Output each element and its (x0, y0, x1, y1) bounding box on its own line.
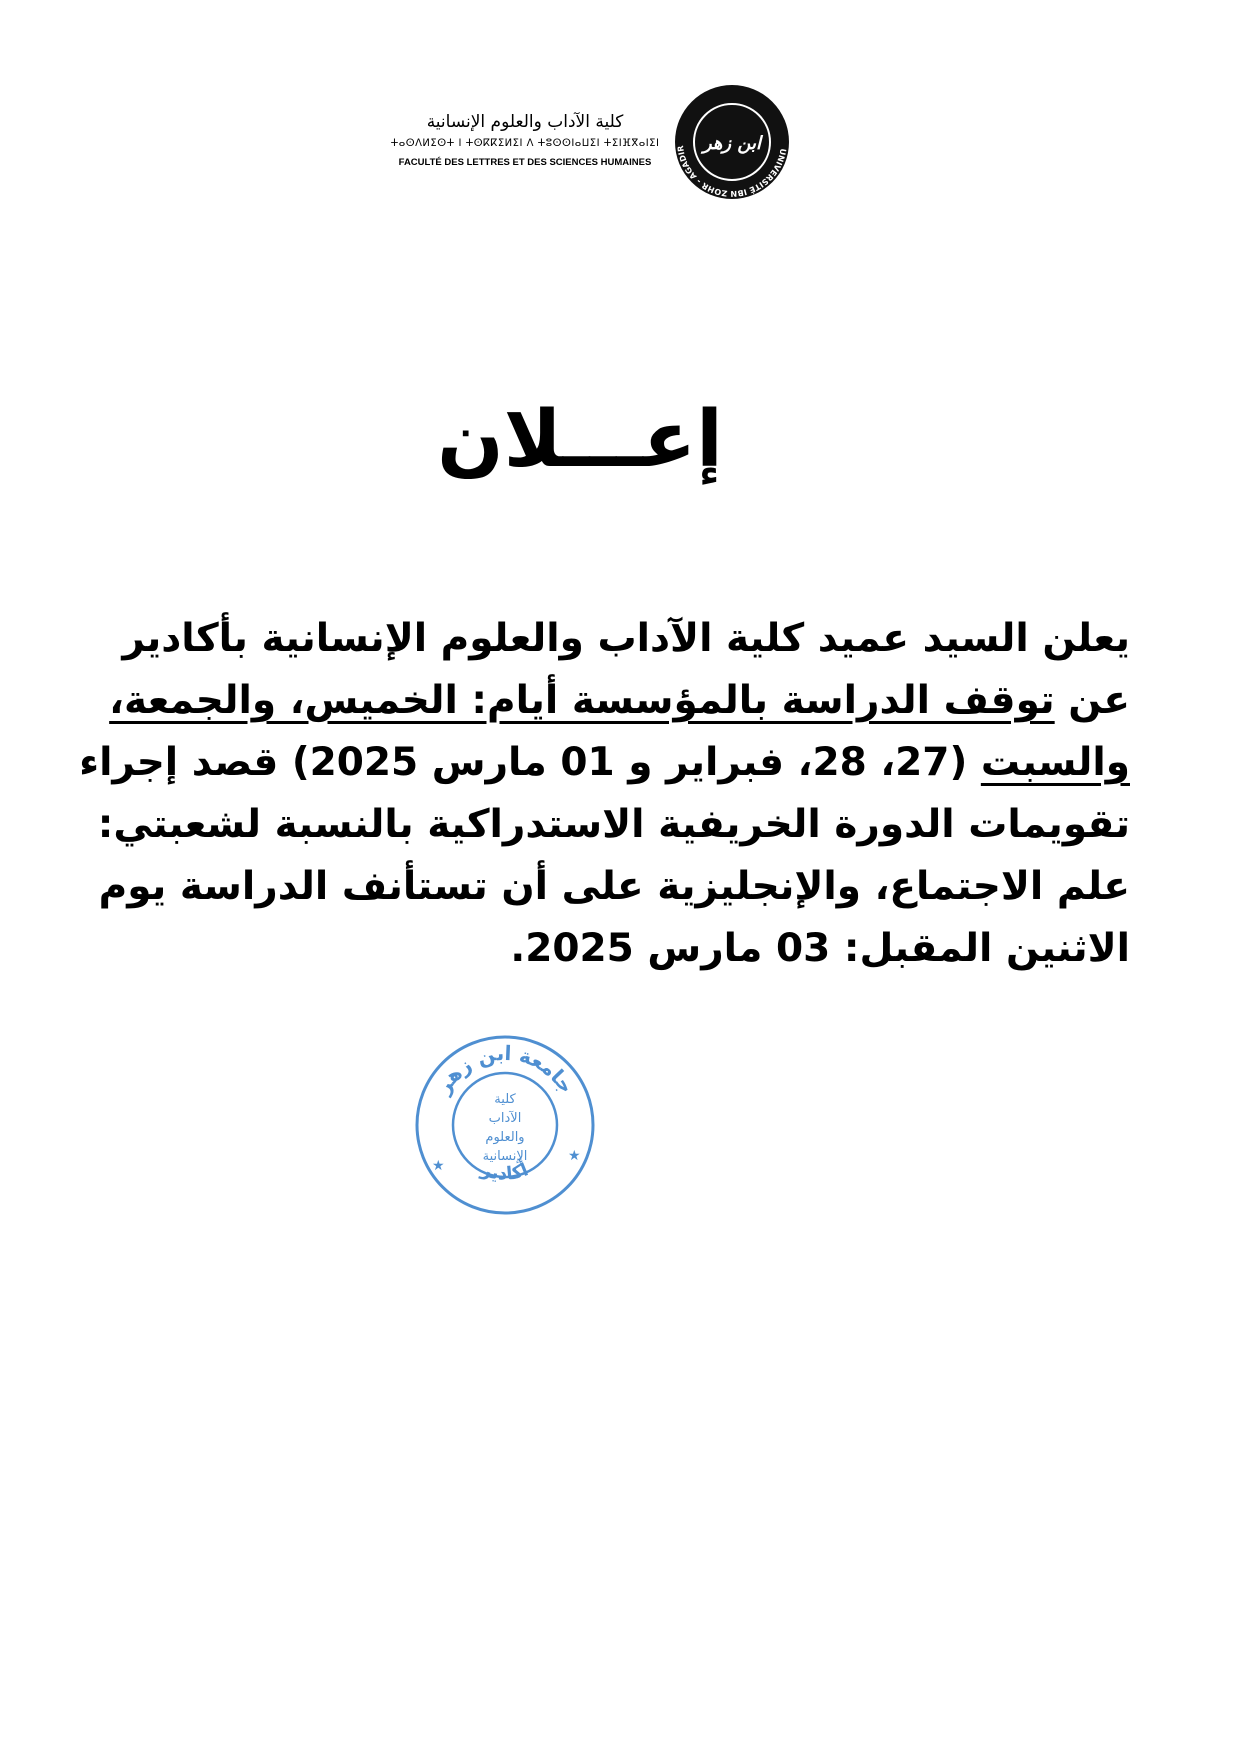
announcement-line-3-rest: (27، 28، فبراير و 01 مارس 2025) قصد إجراء (79, 740, 981, 785)
faculty-name-french: FACULTÉ DES LETTRES ET DES SCIENCES HUMAINES (398, 157, 652, 168)
svg-text:جامعة ابن زهر (431, 1041, 579, 1099)
stamp-center-line-4: الإنسانية (482, 1149, 528, 1164)
stamp-star-icon: ★ (432, 1158, 445, 1174)
stamp-ring-bottom: أكادير (478, 1159, 532, 1185)
announcement-underlined-days: توقف الدراسة بالمؤسسة أيام: الخميس، والجمعة، (109, 678, 1055, 723)
announcement-body (79, 608, 1130, 980)
letterhead (390, 82, 810, 202)
faculty-stamp (410, 1030, 600, 1220)
logo-ring-text: UNIVERSITÉ IBN ZOHR - AGADIR (676, 144, 788, 199)
logo-text: ابن زهر (702, 133, 762, 154)
announcement-line-3 (79, 732, 1130, 794)
stamp-center-line-3: والعلوم (485, 1130, 525, 1145)
announcement-underlined-saturday: والسبت (980, 740, 1130, 785)
page-title: إعـــلان (437, 395, 723, 485)
announcement-line-4: تقويمات الدورة الخريفية الاستدراكية بالنسبة لشعبتي: (97, 802, 1130, 847)
stamp-star-icon: ★ (568, 1148, 581, 1164)
announcement-line-1: يعلن السيد عميد كلية الآداب والعلوم الإنسانية بأكادير (122, 616, 1130, 661)
announcement-line-2-start: عن (1054, 678, 1130, 723)
announcement-line-5: علم الاجتماع، والإنجليزية على أن تستأنف الدراسة يوم (98, 864, 1130, 909)
stamp-center-line-1: كلية (494, 1092, 516, 1107)
stamp-center-line-2: الآداب (488, 1111, 522, 1126)
university-logo (672, 82, 792, 202)
announcement-line-6: الاثنين المقبل: 03 مارس 2025. (510, 926, 1130, 971)
stamp-ring-top: جامعة ابن زهر (431, 1040, 579, 1098)
faculty-name-arabic: كلية الآداب والعلوم الإنسانية (426, 112, 624, 132)
faculty-name-tifinagh: ⵜⴰⵙⴷⵍⵉⵙⵜ ⵏ ⵜⵙⴽⴽⵉⵍⵉⵏ ⴷ ⵜⵓⵙⵙⵏⴰⵡⵉⵏ ⵜⵉⵏⴼⴳⴰⵏⵉⵏ (390, 138, 660, 149)
announcement-line-2 (109, 670, 1130, 732)
